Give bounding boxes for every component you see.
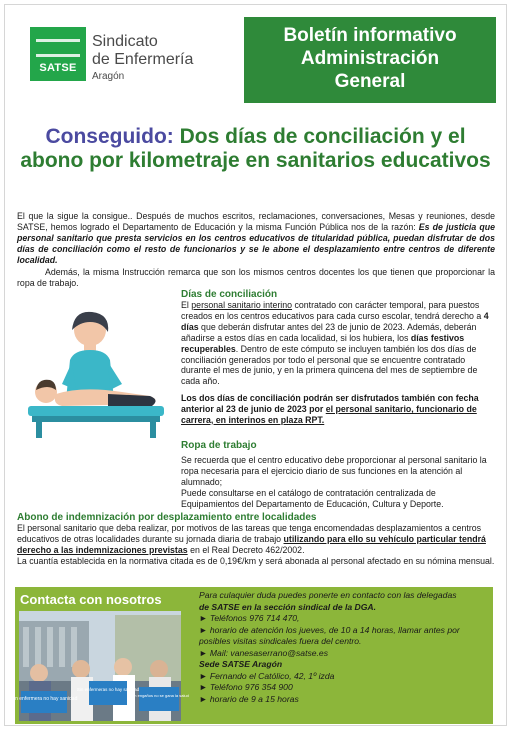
- sign-1-text: Sin enfermera no hay sanidad: [10, 696, 78, 702]
- dias-text-4: 4 días: [181, 310, 489, 332]
- ropa-text-1: Se recuerda que el centro educativo debe proporcionar al personal sanitario la ropa necesaria para el ejercicio diario de sus funciones en la atención al alumnado;: [181, 455, 487, 487]
- logo-region: Aragón: [92, 71, 125, 82]
- dias-text-6: días festivos recuperables: [181, 332, 465, 354]
- bulletin-title-box: [244, 17, 496, 103]
- intro-emphasis: Es de justicia que personal sanitario que presta servicios en los centros educativos de titularidad pública, puedan disfrutar de dos días de conciliación como el resto de funcionarios y se le abone el desplazamiento entre centros de diferente localidad.: [17, 221, 495, 265]
- contact-address: ► Fernando el Católico, 42, 1º izda: [199, 670, 335, 681]
- intro-text: El que la sigue la consigue.. Después de muchos escritos, reclamaciones, conversaciones, Mesas y reuniones, desde SATSE, hemos logrado el Departamento de Educación y la misma Función Pública nos de la razón:: [17, 211, 495, 232]
- bulletin-line-3: General: [334, 71, 406, 92]
- contact-sede-hours: ► horario de 9 a 15 horas: [199, 693, 299, 704]
- dias-bold-1: Los dos días de conciliación podrán ser disfrutados también con fecha anterior al 23 de junio de 2023 por: [181, 393, 479, 414]
- protest-sign-3: [139, 687, 179, 711]
- headline-lead: Conseguido:: [45, 125, 174, 148]
- headline-rest: Dos días de conciliación y el abono por kilometraje en sanitarios educativos: [20, 125, 491, 172]
- photo-column: [35, 627, 41, 667]
- intro-paragraph-2: Además, la misma Instrucción remarca que son los mismos centros docentes los que tienen que proporcionar la ropa de trabajo.: [17, 267, 495, 288]
- contact-sede-phone: ► Teléfono 976 354 900: [199, 682, 293, 692]
- dias-text-7: . Dentro de este cómputo se incluyen también los dos días de conciliación generados por todo el personal que se encuentre contratado durante el mes de junio, y en la primera quincena del mes de septiembre de cada año.: [181, 343, 478, 387]
- bed-leg-left: [36, 422, 42, 438]
- bed-frame: [32, 416, 160, 422]
- contact-sede: Sede SATSE Aragón: [199, 659, 283, 669]
- person-head: [30, 664, 48, 682]
- person-head: [150, 660, 168, 678]
- photo-column: [23, 627, 29, 667]
- logo-stripe: [36, 39, 80, 57]
- headline: [18, 125, 493, 173]
- conciliacion-bold-paragraph: [181, 393, 491, 426]
- contact-hours: ► horario de atención los jueves, de 10 a 14 horas, llamar antes por posibles visitas sindicales fuera del centro.: [199, 624, 460, 646]
- abono-text-3: en el Real Decreto 462/2002.: [187, 544, 305, 555]
- sign-2-text: Sin enfermeras no hay sanidad: [76, 687, 140, 692]
- bulletin-line-2: Administración: [300, 48, 440, 69]
- person-head: [114, 658, 132, 676]
- conciliacion-paragraph: [181, 300, 491, 387]
- dias-text-5: que deberán disfrutar antes del 23 de junio de 2023. Además, deberán añadirse a estos días en cada localidad, si los hubiera, los: [181, 321, 477, 343]
- logo-line-2: de Enfermería: [92, 51, 194, 68]
- logo-name: [92, 33, 193, 69]
- abono-text-4: La cuantía establecida en la normativa citada es de 0,19€/km y será abonada al personal afectado en su nómina mensual.: [17, 555, 495, 566]
- bed-mattress: [28, 406, 164, 416]
- photo-column: [71, 627, 77, 667]
- section-title-abono: Abono de indemnización por desplazamiento entre localidades: [17, 512, 317, 523]
- section-title-ropa: Ropa de trabajo: [181, 440, 257, 451]
- logo-box-text: SATSE: [39, 62, 77, 74]
- intro-paragraph: [17, 211, 495, 266]
- satse-logo: [30, 27, 230, 87]
- contact-band: [10, 587, 493, 724]
- contact-email[interactable]: ► Mail: vanesaserrano@satse.es: [199, 647, 329, 658]
- ropa-text-2: Puede consultarse en el catálogo de contratación centralizada de Equipamientos del Departamento de Educación, Cultura y Deporte.: [181, 487, 444, 509]
- nurse-illustration: [22, 300, 172, 440]
- photo-column: [47, 627, 53, 667]
- sign-3-text: Con engaños no se gana la salud: [129, 693, 189, 698]
- person-head: [72, 660, 90, 678]
- abono-text-2: utilizando para ello su vehículo particular tendrá derecho a las indemnizaciones previstas: [17, 533, 486, 555]
- protest-sign-1: [21, 691, 67, 713]
- dias-bold-2: el personal sanitario, funcionario de carrera, en interinos en plaza RPT.: [181, 403, 477, 425]
- protest-sign-2: [89, 681, 127, 705]
- satse-logo-box: [30, 27, 86, 81]
- bulletin-line-1: Boletín informativo: [283, 25, 457, 46]
- protest-photo: [10, 611, 189, 721]
- bed-leg-right: [150, 422, 156, 438]
- contact-title: Contacta con nosotros: [20, 592, 162, 607]
- photo-column: [59, 627, 65, 667]
- logo-line-1: Sindicato: [92, 33, 158, 50]
- ropa-paragraph: [181, 455, 491, 510]
- section-title-conciliacion: Días de conciliación: [181, 289, 278, 300]
- abono-text-1: El personal sanitario que deba realizar, por motivos de las tareas que tenga encomendadas desplazamientos a centros educativos de otras localidades durante su jornada diaria de trabajo: [17, 523, 482, 544]
- dias-text-2: personal sanitario interino: [191, 300, 293, 310]
- dias-text-1: El: [181, 300, 192, 310]
- dias-text-3: contratado con carácter temporal, para puestos creados en los centros educativos para cada curso escolar, tendrá derecho a: [181, 300, 484, 321]
- contact-phone: ► Teléfonos 976 714 470,: [199, 613, 300, 623]
- contact-info: [199, 590, 489, 705]
- contact-line: de SATSE en la sección sindical de la DGA.: [199, 601, 377, 612]
- abono-paragraph: [17, 523, 495, 567]
- contact-line: Para culaquier duda puedes ponerte en contacto con las delegadas: [199, 590, 457, 600]
